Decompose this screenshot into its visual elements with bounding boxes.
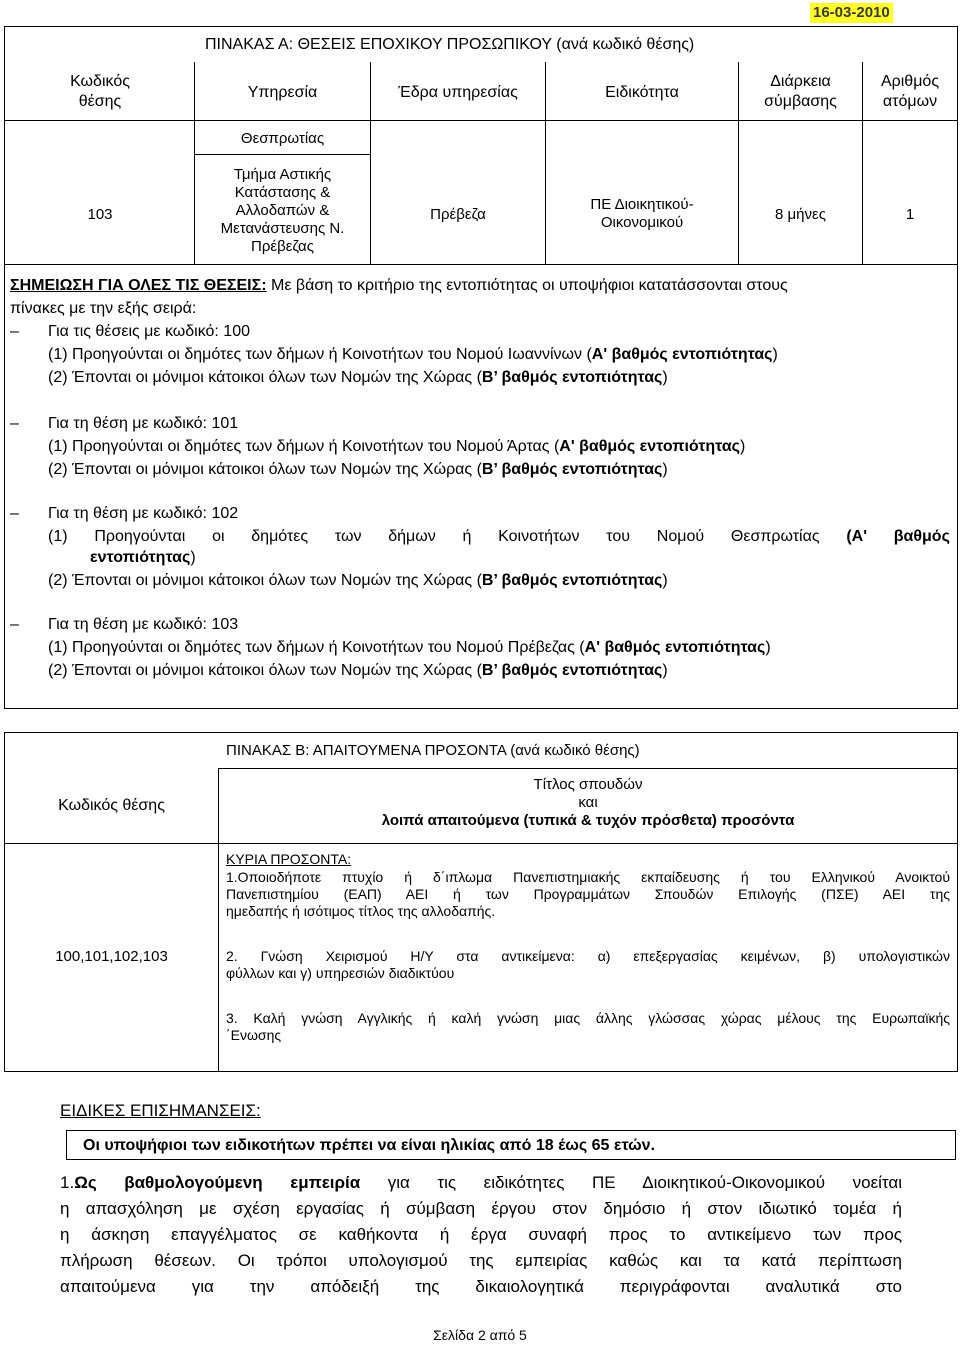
table-b-col-quals: Τίτλος σπουδών και λοιπά απαιτούμενα (τυπικά & τυχόν πρόσθετα) προσόντα [381, 776, 795, 829]
row-seat: Πρέβεζα [430, 206, 486, 223]
row-duration: 8 μήνες [775, 206, 826, 223]
header-seat: Έδρα υπηρεσίας [398, 84, 518, 101]
group-103-heading: Για τη θέση με κωδικό: 103 [48, 616, 239, 633]
experience-paragraph: 1.Ως βαθμολογούμενη εμπειρία για τις ειδικότητες ΠΕ Διοικητικού-Οικονομικού νοείται η απασχόληση με σχέση εργασίας ή σύμβαση έργου στον δημόσιο ή στον ιδιωτικό τομέα ή η άσκηση επαγγέλματος σε καθήκοντα ή έργα συναφή προς το αντικείμενο των προς πλήρωση θέσεων. Οι τρόποι υπολογισμού της εμπειρίας καθώς και τα κατά περίπτωση απαιτούμενα για την απόδειξή της δικαιολογητικά περιγράφονται αναλυτικά στο [60, 1173, 902, 1296]
table-b-title: ΠΙΝΑΚΑΣ Β: ΑΠΑΙΤΟΥΜΕΝΑ ΠΡΟΣΟΝΤΑ (ανά κωδικό θέσης) [226, 742, 640, 759]
header-code: Κωδικός θέσης [70, 73, 130, 110]
header-specialty: Ειδικότητα [605, 84, 679, 101]
age-box-text: Οι υποψήφιοι των ειδικοτήτων πρέπει να είναι ηλικίας από 18 έως 65 ετών. [83, 1137, 656, 1154]
table-a-title: ΠΙΝΑΚΑΣ Α: ΘΕΣΕΙΣ ΕΠΟΧΙΚΟΥ ΠΡΟΣΩΠΙΚΟΥ (ανά κωδικό θέσης) [205, 36, 695, 53]
group-100-item-2: (2) Έπονται οι μόνιμοι κάτοικοι όλων των Νομών της Χώρας (Β’ βαθμός εντοπιότητας) [48, 369, 668, 386]
dash-100: – [10, 323, 19, 340]
special-heading: ΕΙΔΙΚΕΣ ΕΠΙΣΗΜΑΝΣΕΙΣ: [60, 1101, 261, 1120]
dash-102: – [10, 505, 19, 522]
date-badge: 16-03-2010 [810, 3, 893, 23]
note-label: ΣΗΜΕΙΩΣΗ ΓΙΑ ΟΛΕΣ ΤΙΣ ΘΕΣΕΙΣ: [10, 277, 267, 294]
group-100-heading: Για τις θέσεις με κωδικό: 100 [48, 323, 250, 340]
note-line-1: ΣΗΜΕΙΩΣΗ ΓΙΑ ΟΛΕΣ ΤΙΣ ΘΕΣΕΙΣ: Με βάση το κριτήριο της εντοπιότητας οι υποψήφιοι κατατάσσονται στους [10, 277, 788, 294]
page-number: Σελίδα 2 από 5 [433, 1327, 527, 1343]
group-103-item-2: (2) Έπονται οι μόνιμοι κάτοικοι όλων των Νομών της Χώρας (Β’ βαθμός εντοπιότητας) [48, 662, 668, 679]
qual-3: 3. Καλή γνώση Αγγλικής ή καλή γνώση μιας άλλης γλώσσας χώρας μέλους της Ευρωπαϊκής ΄Ενωσης [226, 1010, 950, 1043]
header-count: Αριθμός ατόμων [880, 73, 940, 110]
qual-1: 1.Οποιοδήποτε πτυχίο ή δ΄ιπλωμα Πανεπιστημιακής εκπαίδευσης ή του Ελληνικού Ανοικτού Πανεπιστημίου (ΕΑΠ) ΑΕΙ ή των Προγραμμάτων Σπουδών Επιλογής (ΠΣΕ) ΑΕΙ της ημεδαπής ή ισότιμος τίτλος της αλλοδαπής. [226, 869, 950, 919]
table-b-col-code: Κωδικός θέσης [58, 797, 165, 814]
group-101-item-2: (2) Έπονται οι μόνιμοι κάτοικοι όλων των Νομών της Χώρας (Β’ βαθμός εντοπιότητας) [48, 461, 668, 478]
dash-101: – [10, 415, 19, 432]
group-103-item-1: (1) Προηγούνται οι δημότες των δήμων ή Κοινοτήτων του Νομού Πρέβεζας (Α' βαθμός εντοπιότητας) [48, 639, 771, 656]
group-102-item-2: (2) Έπονται οι μόνιμοι κάτοικοι όλων των Νομών της Χώρας (Β’ βαθμός εντοπιότητας) [48, 572, 668, 589]
group-102-item-1-cont: εντοπιότητας) [90, 549, 196, 566]
dash-103: – [10, 616, 19, 633]
row-service: Τμήμα Αστικής Κατάστασης & Αλλοδαπών & Μετανάστευσης Ν. Πρέβεζας [220, 166, 345, 255]
group-102-heading: Για τη θέση με κωδικό: 102 [48, 505, 239, 522]
group-101-heading: Για τη θέση με κωδικό: 101 [48, 415, 239, 432]
header-duration: Διάρκεια σύμβασης [764, 73, 837, 110]
row-count: 1 [905, 206, 915, 223]
row-code: 103 [87, 206, 113, 223]
main-quals-label: ΚΥΡΙΑ ΠΡΟΣΟΝΤΑ: [226, 851, 352, 867]
note-line-2: πίνακες με την εξής σειρά: [10, 300, 197, 317]
qual-2: 2. Γνώση Χειρισμού Η/Υ στα αντικείμενα: α) επεξεργασίας κειμένων, β) υπολογιστικών φύλλων και γ) υπηρεσιών διαδικτύου [226, 948, 950, 981]
age-box [66, 1130, 956, 1160]
table-b-codes: 100,101,102,103 [55, 948, 168, 965]
group-101-item-1: (1) Προηγούνται οι δημότες των δήμων ή Κοινοτήτων του Νομού Άρτας (Α' βαθμός εντοπιότητας) [48, 438, 746, 455]
header-service: Υπηρεσία [247, 84, 318, 101]
region-label: Θεσπρωτίας [240, 130, 325, 147]
group-100-item-1: (1) Προηγούνται οι δημότες των δήμων ή Κοινοτήτων του Νομού Ιωαννίνων (Α' βαθμός εντοπιότητας) [48, 346, 778, 363]
group-102-item-1: (1) Προηγούνται οι δημότες των δήμων ή Κοινοτήτων του Νομού Θεσπρωτίας (Α' βαθμός [48, 528, 950, 545]
row-specialty: ΠΕ Διοικητικού- Οικονομικού [590, 196, 694, 231]
